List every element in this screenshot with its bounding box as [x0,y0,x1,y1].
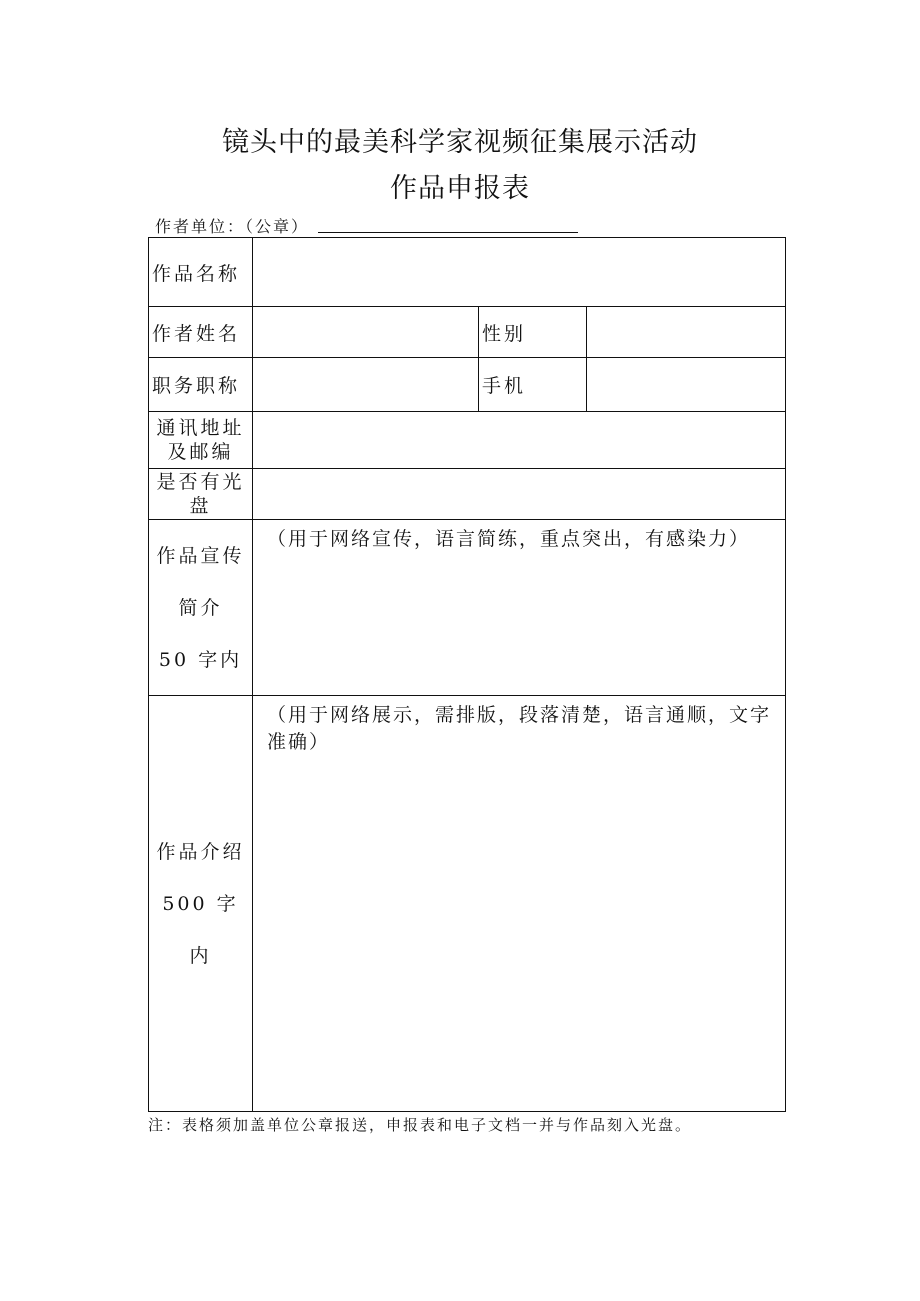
intro-hint: （用于网络展示，需排版，段落清楚，语言通顺，文字准确） [267,704,772,753]
row-intro [149,696,786,1112]
work-name-label: 作品名称 [149,238,253,307]
disc-label [149,469,253,520]
phone-label: 手机 [479,358,587,412]
gender-label: 性别 [479,307,587,358]
application-form-table [148,237,786,1112]
row-position [149,358,786,412]
author-unit-label: 作者单位：（公章） [155,217,310,236]
intro-label-line3: 内 [189,944,212,967]
author-name-label: 作者姓名 [149,307,253,358]
row-promo [149,520,786,696]
phone-field[interactable] [587,358,786,412]
promo-hint: （用于网络宣传，语言简练，重点突出，有感染力） [267,528,751,550]
address-label-line1: 通讯地址 [156,417,245,439]
position-label: 职务职称 [149,358,253,412]
form-title: 镜头中的最美科学家视频征集展示活动 [222,127,698,158]
address-field[interactable] [253,412,786,469]
disc-field[interactable] [253,469,786,520]
promo-label-line1: 作品宣传 [156,544,245,567]
row-disc [149,469,786,520]
author-name-field[interactable] [253,307,479,358]
gender-field[interactable] [587,307,786,358]
intro-label-line1: 作品介绍 [156,840,245,863]
address-label [149,412,253,469]
intro-label-line2: 500 字 [162,892,239,915]
address-label-line2: 及邮编 [167,441,234,463]
promo-field[interactable] [253,520,786,696]
position-field[interactable] [253,358,479,412]
promo-label-line2: 简介 [178,596,223,619]
row-address [149,412,786,469]
form-subtitle: 作品申报表 [390,173,530,204]
intro-label [149,696,253,1112]
row-work-name [149,238,786,307]
row-author-name [149,307,786,358]
author-unit-field[interactable] [318,232,578,233]
promo-label [149,520,253,696]
footnote: 注：表格须加盖单位公章报送，申报表和电子文档一并与作品刻入光盘。 [148,1116,693,1134]
work-name-field[interactable] [253,238,786,307]
intro-field[interactable] [253,696,786,1112]
disc-label-line2: 盘 [189,495,212,517]
disc-label-line1: 是否有光 [156,471,245,493]
promo-label-line3: 50 字内 [158,648,243,671]
